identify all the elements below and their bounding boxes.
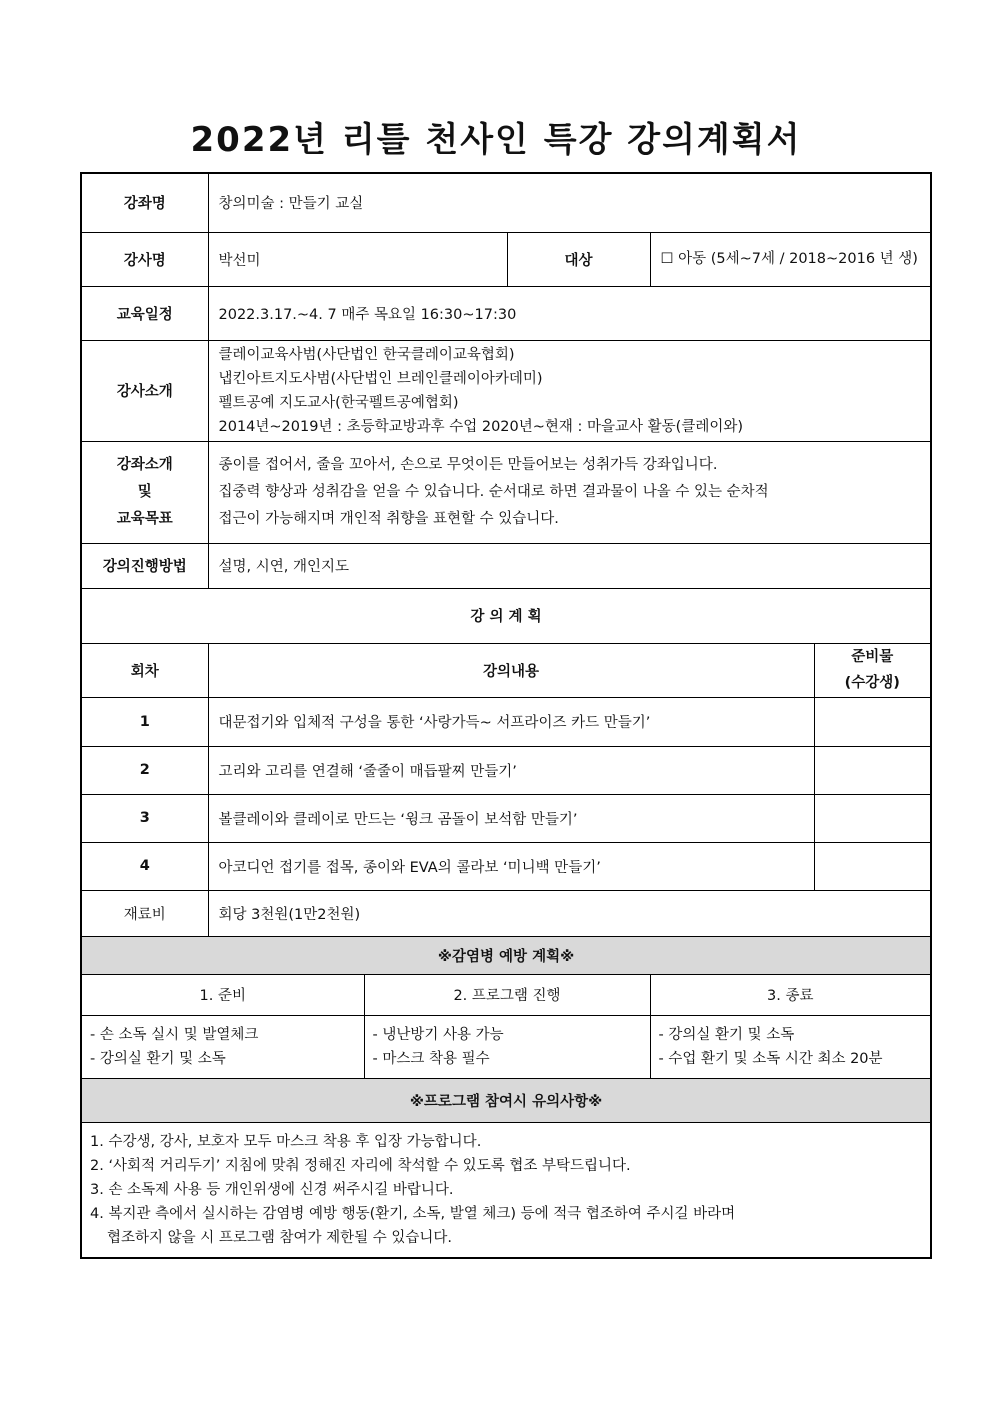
table-row <box>81 794 931 842</box>
notice-item: 3. 손 소독제 사용 등 개인위생에 신경 써주시길 바랍니다. <box>90 1181 454 1198</box>
table-row <box>81 697 931 746</box>
intro-value <box>208 340 931 441</box>
plan-heading: 강 의 계 획 <box>81 588 931 643</box>
session-content: 고리와 고리를 연결해 ‘줄줄이 매듭팔찌 만들기’ <box>208 746 814 794</box>
col-content: 강의내용 <box>208 643 814 697</box>
session-materials <box>814 746 931 794</box>
intro-row <box>81 340 931 441</box>
notice-heading: ※프로그램 참여시 유의사항※ <box>81 1078 931 1122</box>
session-content: 대문접기와 입체적 구성을 통한 ‘사랑가득~ 서프라이즈 카드 만들기’ <box>208 697 814 746</box>
method-value: 설명, 시연, 개인지도 <box>208 543 931 588</box>
session-materials <box>814 794 931 842</box>
prevention-col-content: - 냉난방기 사용 가능 - 마스크 착용 필수 <box>364 1015 650 1078</box>
instructor-row <box>81 232 931 286</box>
target-value: ☐ 아동 (5세~7세 / 2018~2016 년 생) <box>650 232 931 286</box>
intro-label: 강사소개 <box>81 340 208 441</box>
fee-value: 회당 3천원(1만2천원) <box>208 890 931 936</box>
notice-item: 협조하지 않을 시 프로그램 참여가 제한될 수 있습니다. <box>107 1229 453 1246</box>
instructor-value: 박선미 <box>208 232 507 286</box>
prevention-col-content: - 손 소독 실시 및 발열체크 - 강의실 환기 및 소독 <box>81 1015 364 1078</box>
intro-line: 펠트공예 지도교사(한국펠트공예협회) <box>218 394 459 411</box>
course-label: 강좌명 <box>81 173 208 232</box>
intro-line: 2014년~2019년 : 초등학교방과후 수업 2020년~현재 : 마을교사 활동(클레이와) <box>218 418 744 435</box>
notice-heading-row <box>81 1078 931 1122</box>
col-session: 회차 <box>81 643 208 697</box>
notice-item: 1. 수강생, 강사, 보호자 모두 마스크 착용 후 입장 가능합니다. <box>90 1133 482 1150</box>
prevention-titles-row <box>81 974 931 1015</box>
prevention-col-title: 1. 준비 <box>81 974 364 1015</box>
col-materials: 준비물 (수강생) <box>814 643 931 697</box>
schedule-label: 교육일정 <box>81 286 208 340</box>
table-row <box>81 842 931 890</box>
intro-line: 클레이교육사범(사단법인 한국클레이교육협회) <box>218 346 515 363</box>
notice-item: 2. ‘사회적 거리두기’ 지침에 맞춰 정해진 자리에 착석할 수 있도록 협조 부탁드립니다. <box>90 1157 631 1174</box>
goal-row <box>81 441 931 543</box>
notice-list <box>81 1122 931 1258</box>
prevention-col-content: - 강의실 환기 및 소독 - 수업 환기 및 소독 시간 최소 20분 <box>650 1015 931 1078</box>
course-value: 창의미술 : 만들기 교실 <box>208 173 931 232</box>
instructor-label: 강사명 <box>81 232 208 286</box>
session-materials <box>814 697 931 746</box>
plan-header-row <box>81 643 931 697</box>
fee-row <box>81 890 931 936</box>
prevention-heading-row <box>81 936 931 974</box>
fee-label: 재료비 <box>81 890 208 936</box>
session-number: 2 <box>81 746 208 794</box>
target-label: 대상 <box>507 232 650 286</box>
notice-item: 4. 복지관 측에서 실시하는 감염병 예방 행동(환기, 소독, 발열 체크) 등에 적극 협조하여 주시길 바라며 <box>90 1205 736 1222</box>
goal-line: 종이를 접어서, 줄을 꼬아서, 손으로 무엇이든 만들어보는 성취가득 강좌입니다. <box>218 456 718 473</box>
table-row <box>81 746 931 794</box>
page-title: 2022년 리틀 천사인 특강 강의계획서 <box>190 120 802 160</box>
lecture-plan-table <box>80 172 932 1259</box>
session-materials <box>814 842 931 890</box>
prevention-content-row <box>81 1015 931 1078</box>
session-number: 3 <box>81 794 208 842</box>
prevention-heading: ※감염병 예방 계획※ <box>81 936 931 974</box>
course-row <box>81 173 931 232</box>
method-row <box>81 543 931 588</box>
intro-line: 냅킨아트지도사범(사단법인 브레인클레이아카데미) <box>218 370 543 387</box>
session-content: 아코디언 접기를 접목, 종이와 EVA의 콜라보 ‘미니백 만들기’ <box>208 842 814 890</box>
schedule-value: 2022.3.17.~4. 7 매주 목요일 16:30~17:30 <box>208 286 931 340</box>
session-number: 1 <box>81 697 208 746</box>
session-content: 볼클레이와 클레이로 만드는 ‘윙크 곰돌이 보석함 만들기’ <box>208 794 814 842</box>
schedule-row <box>81 286 931 340</box>
plan-heading-row <box>81 588 931 643</box>
method-label: 강의진행방법 <box>81 543 208 588</box>
goal-line: 집중력 향상과 성취감을 얻을 수 있습니다. 순서대로 하면 결과물이 나올 수 있는 순차적 <box>218 483 769 500</box>
goal-value <box>208 441 931 543</box>
prevention-col-title: 2. 프로그램 진행 <box>364 974 650 1015</box>
notice-content-row <box>81 1122 931 1258</box>
session-number: 4 <box>81 842 208 890</box>
goal-label: 강좌소개 및 교육목표 <box>81 441 208 543</box>
prevention-col-title: 3. 종료 <box>650 974 931 1015</box>
goal-line: 접근이 가능해지며 개인적 취향을 표현할 수 있습니다. <box>218 510 559 527</box>
